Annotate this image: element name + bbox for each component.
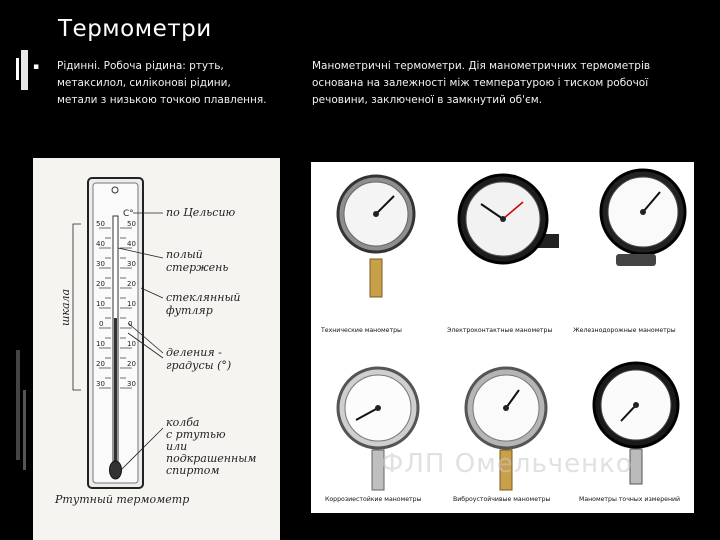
thermometer-bulb bbox=[110, 461, 122, 479]
thermometer-figure bbox=[33, 158, 280, 540]
scale-number-right: 10 bbox=[127, 300, 136, 308]
label-glass-case: футляр bbox=[166, 304, 213, 317]
gauge-technical bbox=[336, 164, 416, 299]
scale-number-left: 10 bbox=[96, 300, 105, 308]
scale-number-left: 50 bbox=[96, 220, 105, 228]
label-divisions: градусы (°) bbox=[166, 359, 232, 372]
scale-number-right: 50 bbox=[127, 220, 136, 228]
label-glass-case: стеклянный bbox=[166, 291, 241, 304]
slide-title: Термометри bbox=[58, 16, 212, 42]
scale-bracket bbox=[73, 224, 81, 390]
scale-number-right: 20 bbox=[127, 280, 136, 288]
scale-number-right: 40 bbox=[127, 240, 136, 248]
manometers-figure bbox=[311, 162, 694, 513]
deco-bar bbox=[16, 350, 20, 460]
mercury-column bbox=[114, 318, 117, 464]
label-bulb: с ртутью bbox=[166, 428, 226, 441]
scale-number-right: 0 bbox=[128, 320, 133, 328]
label-bulb: колба bbox=[166, 416, 200, 429]
scale-number-left: 20 bbox=[96, 280, 105, 288]
caption-precision: Манометры точных измерений bbox=[579, 496, 681, 503]
caption-railway: Железнодорожные манометры bbox=[573, 327, 676, 334]
gauge-railway bbox=[596, 162, 691, 297]
hanging-hole bbox=[112, 187, 118, 193]
watermark: ФЛП Омельченко bbox=[381, 449, 633, 479]
caption-technical: Технические манометры bbox=[321, 327, 402, 334]
manometric-thermometers-text: Манометричні термометри. Дія манометричних термометрів основана на залежності між температурою і тиском робочої речовини, заключеної в замкнутий об'єм. bbox=[312, 60, 651, 106]
label-divisions: деления - bbox=[166, 346, 222, 359]
liquid-thermometers-text: Рідинні. Робоча рідина: ртуть, метаксилол, силіконові рідини, метали з низькою точкою плавлення. bbox=[57, 60, 267, 106]
scale-number-left: 10 bbox=[96, 340, 105, 348]
thermometer-caption: Ртутный термометр bbox=[55, 493, 190, 506]
scale-number-right: 30 bbox=[127, 380, 136, 388]
deco-bar bbox=[16, 58, 19, 80]
scale-number-left: 40 bbox=[96, 240, 105, 248]
label-hollow-rod: полый bbox=[166, 248, 203, 261]
deco-bar bbox=[21, 50, 28, 90]
decorative-bars bbox=[14, 50, 30, 540]
scale-number-right: 10 bbox=[127, 340, 136, 348]
unit-label: C° bbox=[123, 209, 134, 219]
gauge-electrocontact bbox=[451, 164, 561, 299]
scale-label: шкала bbox=[59, 288, 72, 326]
label-celsius: по Цельсию bbox=[166, 206, 236, 219]
bullet-icon: ▪ bbox=[33, 62, 40, 72]
scale-number-right: 20 bbox=[127, 360, 136, 368]
scale-number-right: 30 bbox=[127, 260, 136, 268]
thermometer-diagram bbox=[33, 158, 280, 540]
scale-number-left: 30 bbox=[96, 260, 105, 268]
caption-electrocontact: Электроконтактные манометры bbox=[447, 327, 553, 334]
scale-number-left: 30 bbox=[96, 380, 105, 388]
scale-number-left: 20 bbox=[96, 360, 105, 368]
label-bulb: или bbox=[166, 440, 188, 453]
deco-bar bbox=[23, 390, 26, 470]
caption-corrosion-resistant: Коррозиестойкие манометры bbox=[325, 496, 422, 503]
scale-number-left: 0 bbox=[99, 320, 104, 328]
label-hollow-rod: стержень bbox=[166, 261, 229, 274]
label-bulb: подкрашенным bbox=[166, 452, 257, 465]
caption-vibration-resistant: Виброустойчивые манометры bbox=[453, 496, 551, 503]
label-bulb: спиртом bbox=[166, 464, 220, 477]
